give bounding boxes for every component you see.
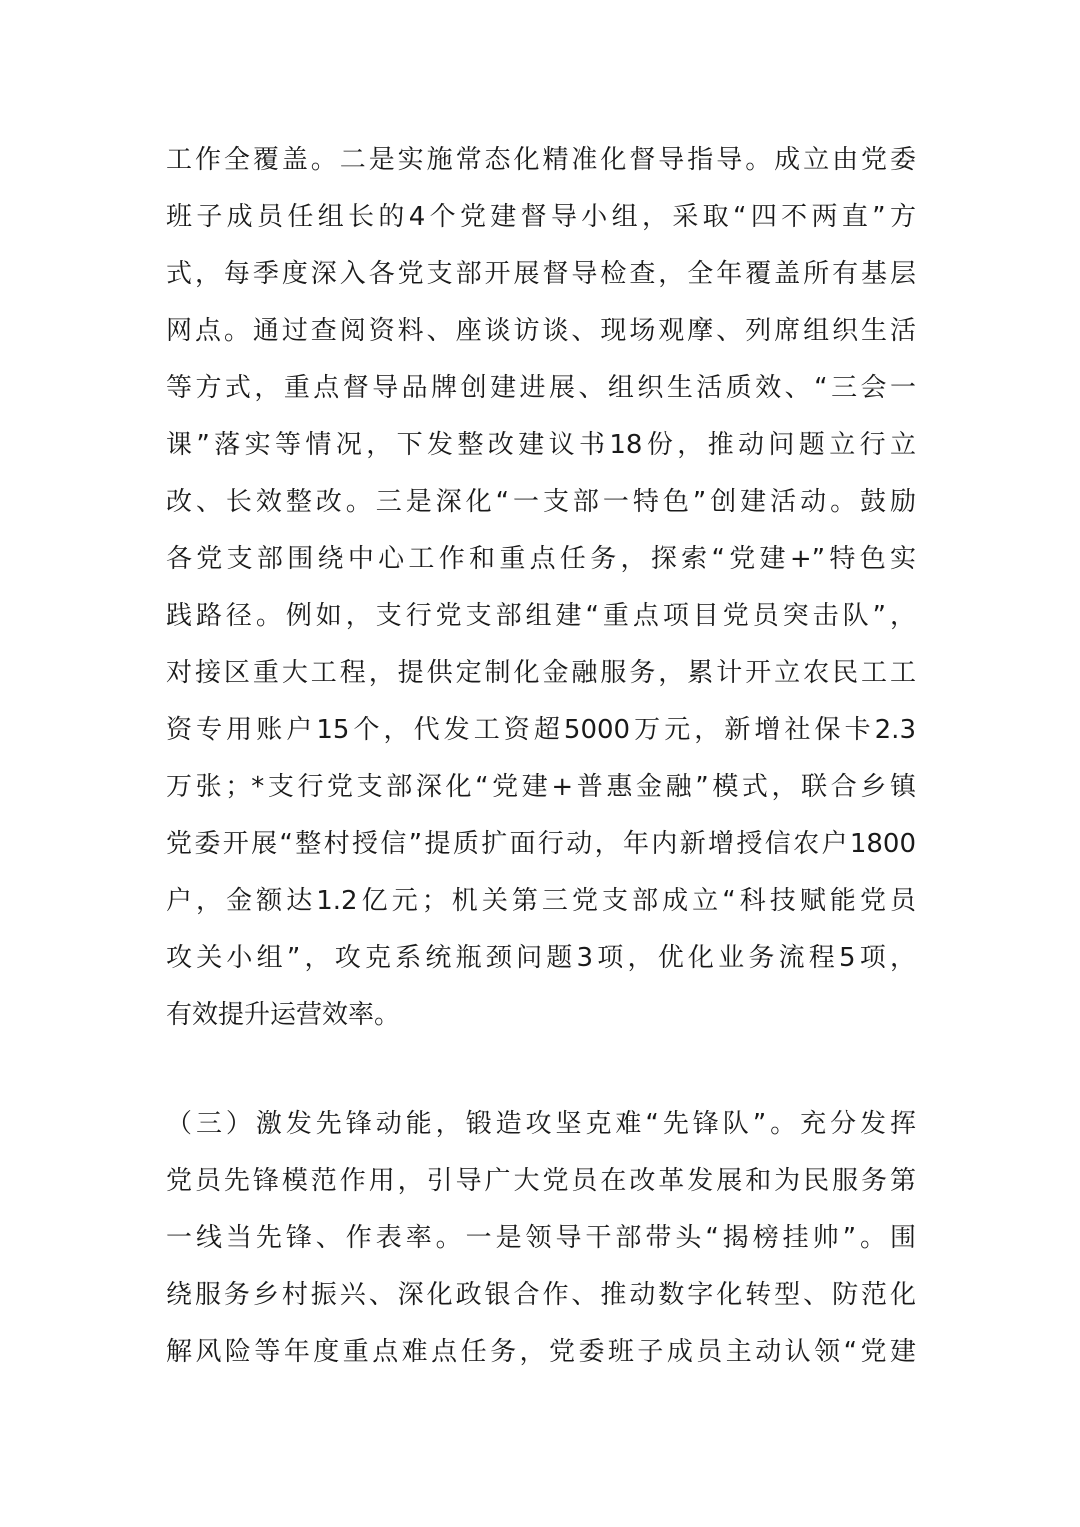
text-line: 式，每季度深入各党支部开展督导检查，全年覆盖所有基层 [166, 259, 916, 289]
text-line: 各党支部围绕中心工作和重点任务，探索“党建+”特色实 [166, 544, 916, 574]
text-line: （三）激发先锋动能，锻造攻坚克难“先锋队”。充分发挥 [166, 1109, 916, 1139]
text-line: 践路径。例如，支行党支部组建“重点项目党员突击队”， [166, 601, 916, 631]
text-line: 工作全覆盖。二是实施常态化精准化督导指导。成立由党委 [166, 145, 916, 175]
text-line: 户，金额达1.2亿元；机关第三党支部成立“科技赋能党员 [166, 886, 916, 916]
text-line: 对接区重大工程，提供定制化金融服务，累计开立农民工工 [166, 658, 916, 688]
text-line: 资专用账户15个，代发工资超5000万元，新增社保卡2.3 [166, 715, 916, 745]
text-line: 攻关小组”，攻克系统瓶颈问题3项，优化业务流程5项， [166, 943, 916, 973]
text-line: 改、长效整改。三是深化“一支部一特色”创建活动。鼓励 [166, 487, 916, 517]
text-line: 有效提升运营效率。 [166, 1000, 401, 1030]
text-line: 党员先锋模范作用，引导广大党员在改革发展和为民服务第 [166, 1166, 916, 1196]
text-line: 课”落实等情况，下发整改建议书18份，推动问题立行立 [166, 430, 916, 460]
text-line: 等方式，重点督导品牌创建进展、组织生活质效、“三会一 [166, 373, 916, 403]
text-line: 网点。通过查阅资料、座谈访谈、现场观摩、列席组织生活 [166, 316, 916, 346]
text-line: 一线当先锋、作表率。一是领导干部带头“揭榜挂帅”。围 [166, 1223, 916, 1253]
text-line: 班子成员任组长的4个党建督导小组，采取“四不两直”方 [166, 202, 916, 232]
text-line: 绕服务乡村振兴、深化政银合作、推动数字化转型、防范化 [166, 1280, 916, 1310]
text-line: 解风险等年度重点难点任务，党委班子成员主动认领“党建 [166, 1337, 916, 1367]
text-line: 党委开展“整村授信”提质扩面行动，年内新增授信农户1800 [166, 829, 916, 859]
text-line: 万张；*支行党支部深化“党建+普惠金融”模式，联合乡镇 [166, 772, 916, 802]
